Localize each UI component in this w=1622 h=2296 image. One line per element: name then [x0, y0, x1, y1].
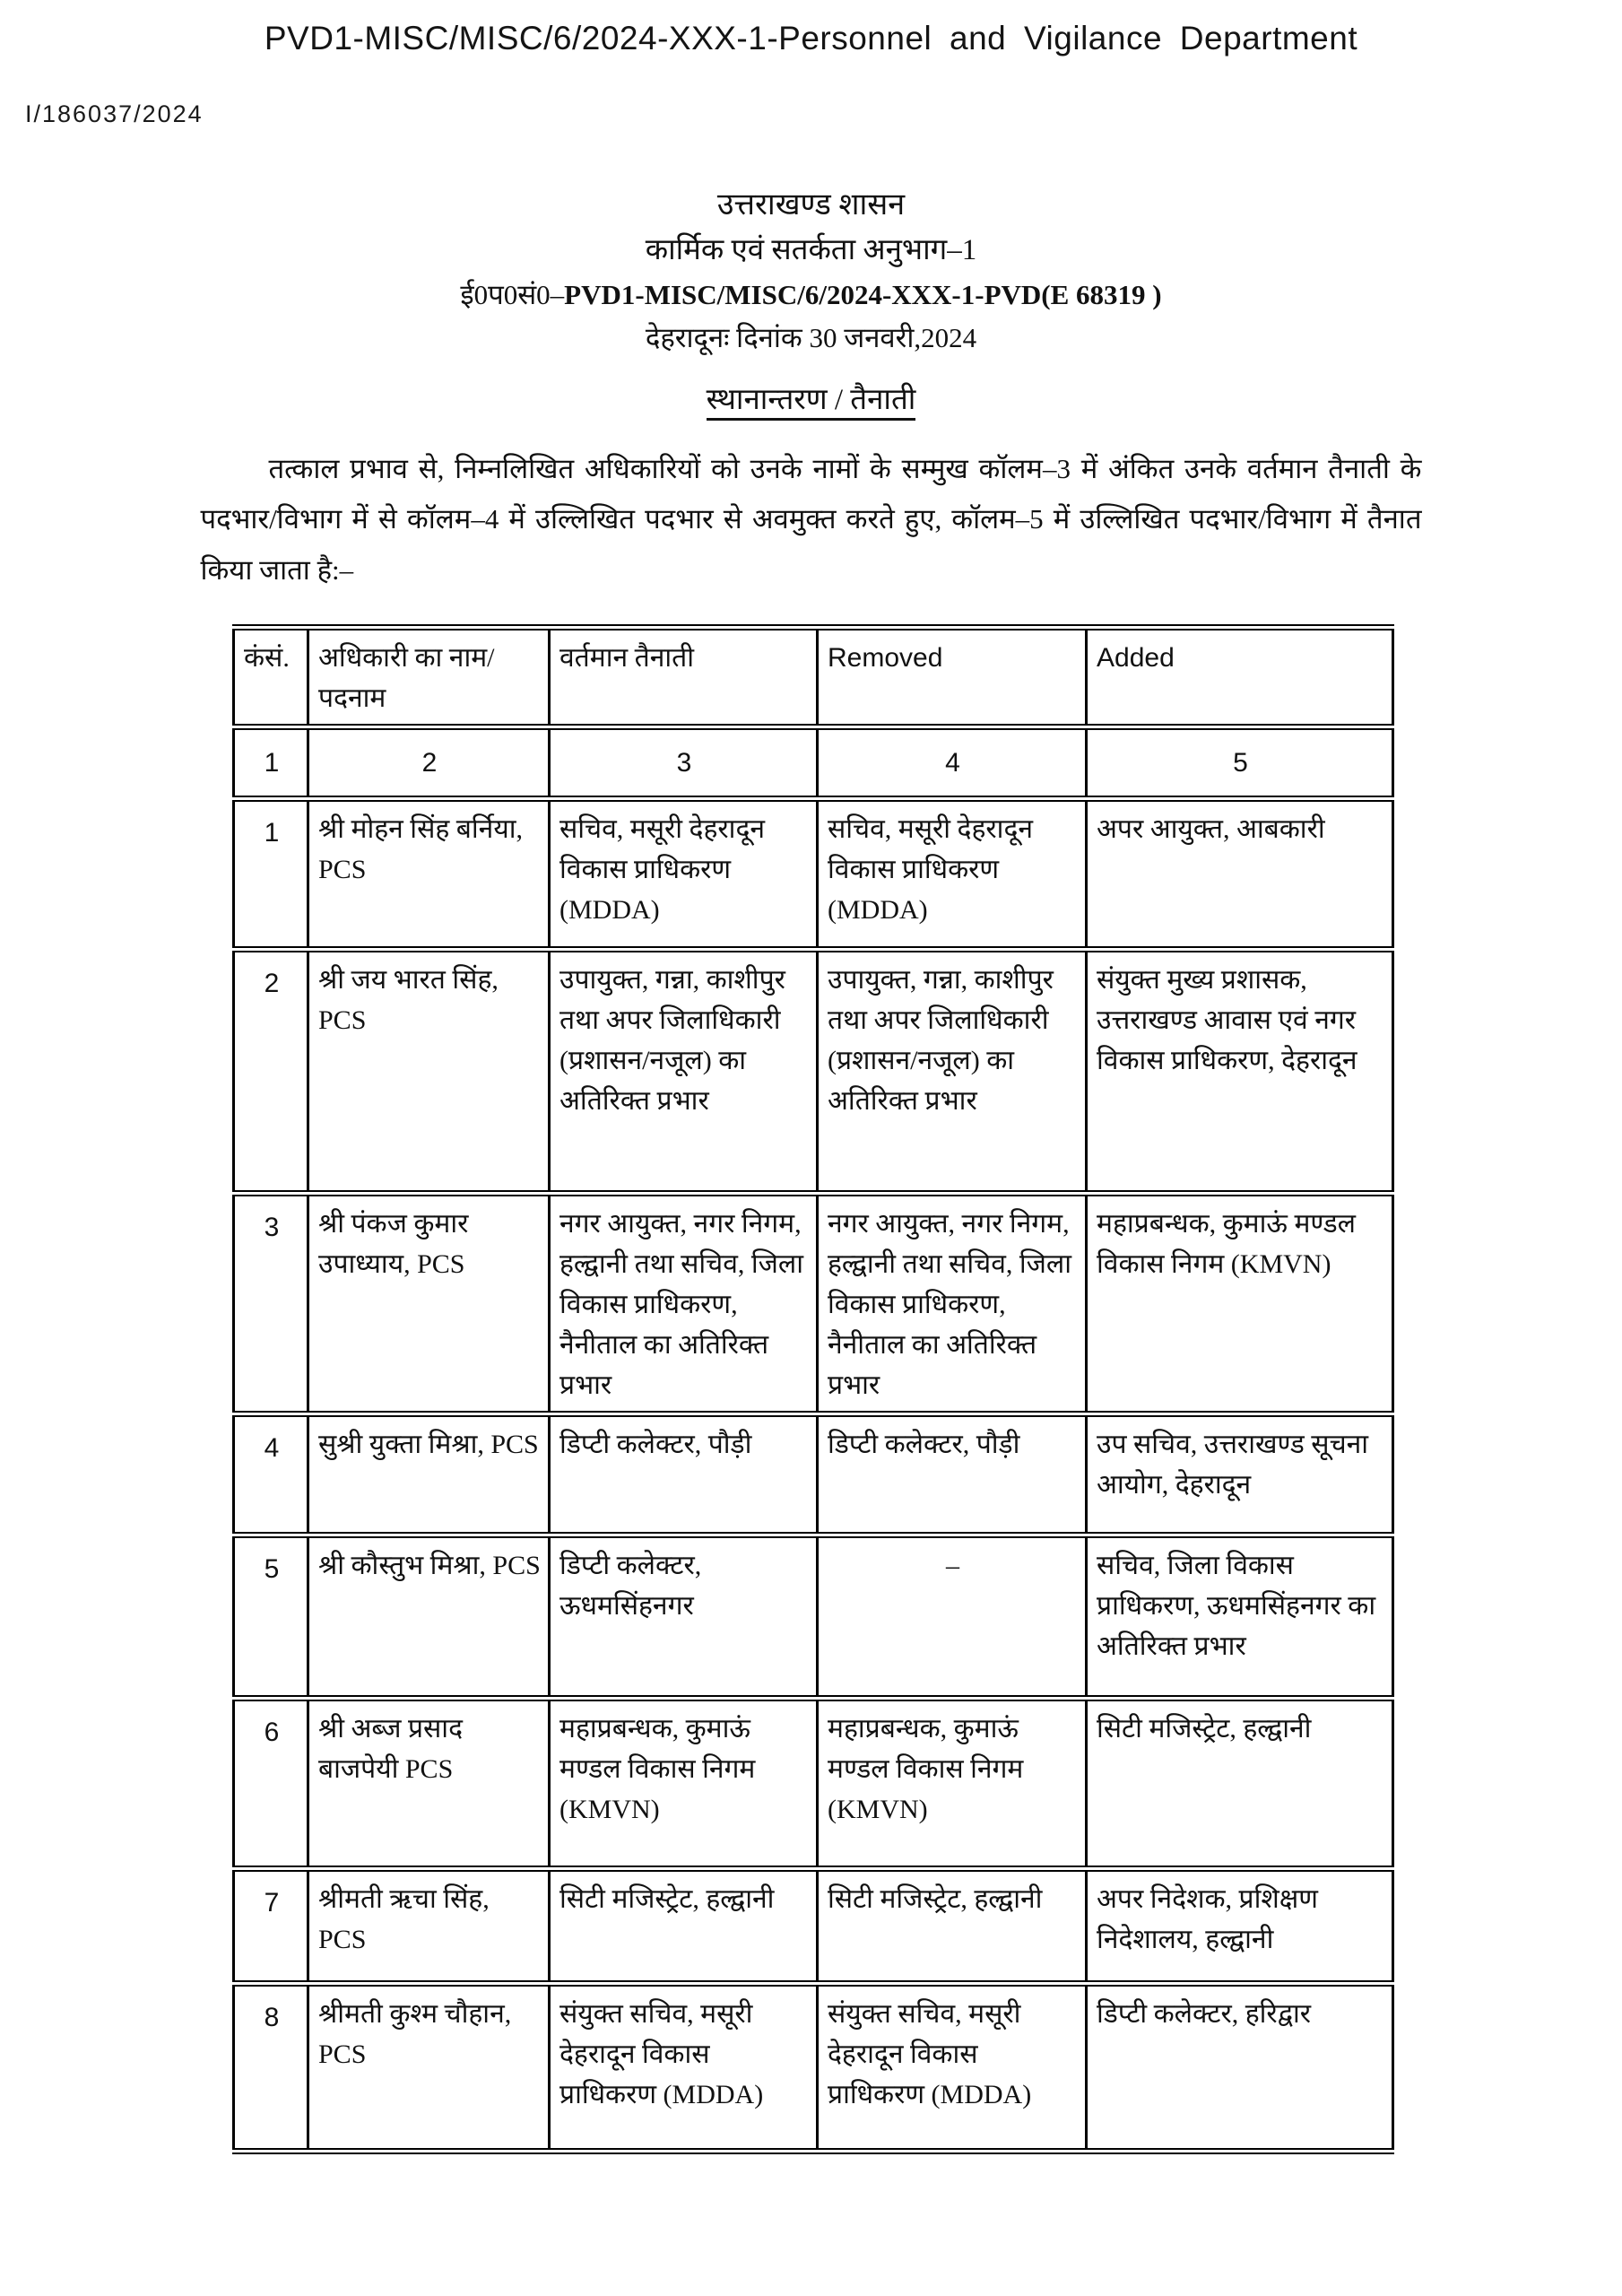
column-number-5: 5: [1087, 727, 1393, 799]
column-number-3: 3: [550, 727, 818, 799]
reference-number: PVD1-MISC/MISC/6/2024-XXX-1-PVD(E 68319 ): [564, 279, 1162, 310]
cell-added: सिटी मजिस्ट्रेट, हल्द्वानी: [1087, 1699, 1393, 1869]
cell-officer-name: श्री अब्ज प्रसाद बाजपेयी PCS: [308, 1699, 550, 1869]
column-number-1: 1: [234, 727, 308, 799]
cell-added: उप सचिव, उत्तराखण्ड सूचना आयोग, देहरादून: [1087, 1414, 1393, 1535]
file-number: I/186037/2024: [25, 100, 204, 127]
cell-officer-name: श्री मोहन सिंह बर्निया, PCS: [308, 799, 550, 950]
cell-added: महाप्रबन्धक, कुमाऊं मण्डल विकास निगम (KMVN): [1087, 1194, 1393, 1414]
cell-serial: 1: [234, 799, 308, 950]
cell-officer-name: सुश्री युक्ता मिश्रा, PCS: [308, 1414, 550, 1535]
header-officer-name: अधिकारी का नाम/पदनाम: [308, 628, 550, 727]
cell-officer-name: श्री पंकज कुमार उपाध्याय, PCS: [308, 1194, 550, 1414]
cell-officer-name: श्रीमती कुश्म चौहान, PCS: [308, 1984, 550, 2152]
cell-serial: 3: [234, 1194, 308, 1414]
cell-current-posting: डिप्टी कलेक्टर, ऊधमसिंहनगर: [550, 1535, 818, 1699]
cell-added: डिप्टी कलेक्टर, हरिद्वार: [1087, 1984, 1393, 2152]
table-row: [234, 950, 1393, 1194]
letterhead: [0, 0, 1622, 421]
document-reference-header: PVD1-MISC/MISC/6/2024-XXX-1-Personnel and Vigilance Department: [264, 20, 1358, 57]
table-body: [234, 799, 1393, 2152]
cell-serial: 7: [234, 1869, 308, 1984]
department-name: कार्मिक एवं सतर्कता अनुभाग–1: [645, 234, 977, 266]
cell-current-posting: संयुक्त सचिव, मसूरी देहरादून विकास प्राधिकरण (MDDA): [550, 1984, 818, 2152]
header-current-posting: वर्तमान तैनाती: [550, 628, 818, 727]
cell-removed: महाप्रबन्धक, कुमाऊं मण्डल विकास निगम (KMVN): [818, 1699, 1087, 1869]
cell-removed: डिप्टी कलेक्टर, पौड़ी: [818, 1414, 1087, 1535]
cell-removed: संयुक्त सचिव, मसूरी देहरादून विकास प्राधिकरण (MDDA): [818, 1984, 1087, 2152]
column-number-2: 2: [308, 727, 550, 799]
cell-current-posting: नगर आयुक्त, नगर निगम, हल्द्वानी तथा सचिव, जिला विकास प्राधिकरण, नैनीताल का अतिरिक्त प्रभार: [550, 1194, 818, 1414]
cell-added: संयुक्त मुख्य प्रशासक, उत्तराखण्ड आवास एवं नगर विकास प्राधिकरण, देहरादून: [1087, 950, 1393, 1194]
header-removed: Removed: [818, 628, 1087, 727]
place-date-line: देहरादूनः दिनांक 30 जनवरी,2024: [645, 322, 977, 353]
cell-serial: 6: [234, 1699, 308, 1869]
table-row: [234, 1414, 1393, 1535]
government-name: उत्तराखण्ड शासन: [716, 188, 906, 222]
subject-title: स्थानान्तरण / तैनाती: [707, 386, 916, 421]
cell-serial: 8: [234, 1984, 308, 2152]
order-paragraph: तत्काल प्रभाव से, निम्नलिखित अधिकारियों को उनके नामों के सम्मुख कॉलम–3 में अंकित उनके वर्तमान तैनाती के पदभार/विभाग में से कॉलम–4 में उल्लिखित पदभार से अवमुक्त करते हुए, कॉलम–5 में उल्लिखित पदभार/विभाग में तैनात किया जाता है:–: [200, 453, 1422, 586]
table-header: [234, 628, 1393, 799]
cell-removed: सिटी मजिस्ट्रेट, हल्द्वानी: [818, 1869, 1087, 1984]
cell-removed: उपायुक्त, गन्ना, काशीपुर तथा अपर जिलाधिकारी (प्रशासन/नजूल) का अतिरिक्त प्रभार: [818, 950, 1087, 1194]
transfer-table: [232, 624, 1394, 2154]
cell-current-posting: डिप्टी कलेक्टर, पौड़ी: [550, 1414, 818, 1535]
table-row: [234, 1869, 1393, 1984]
table-row: [234, 1699, 1393, 1869]
cell-officer-name: श्री कौस्तुभ मिश्रा, PCS: [308, 1535, 550, 1699]
reference-prefix: ई0प0सं0–: [460, 279, 565, 310]
cell-serial: 2: [234, 950, 308, 1194]
cell-removed: –: [818, 1535, 1087, 1699]
reference-line: [0, 281, 1622, 309]
cell-current-posting: महाप्रबन्धक, कुमाऊं मण्डल विकास निगम (KMVN): [550, 1699, 818, 1869]
table-row: [234, 1984, 1393, 2152]
cell-officer-name: श्रीमती ऋचा सिंह, PCS: [308, 1869, 550, 1984]
cell-officer-name: श्री जय भारत सिंह, PCS: [308, 950, 550, 1194]
subject-wrap: [0, 386, 1622, 421]
header-added: Added: [1087, 628, 1393, 727]
cell-current-posting: सचिव, मसूरी देहरादून विकास प्राधिकरण (MDDA): [550, 799, 818, 950]
table-row: [234, 1194, 1393, 1414]
cell-removed: नगर आयुक्त, नगर निगम, हल्द्वानी तथा सचिव, जिला विकास प्राधिकरण, नैनीताल का अतिरिक्त प्रभार: [818, 1194, 1087, 1414]
cell-current-posting: उपायुक्त, गन्ना, काशीपुर तथा अपर जिलाधिकारी (प्रशासन/नजूल) का अतिरिक्त प्रभार: [550, 950, 818, 1194]
cell-serial: 5: [234, 1535, 308, 1699]
column-number-4: 4: [818, 727, 1087, 799]
table-header-row: [234, 628, 1393, 727]
cell-added: अपर आयुक्त, आबकारी: [1087, 799, 1393, 950]
cell-added: अपर निदेशक, प्रशिक्षण निदेशालय, हल्द्वानी: [1087, 1869, 1393, 1984]
table-row: [234, 799, 1393, 950]
cell-current-posting: सिटी मजिस्ट्रेट, हल्द्वानी: [550, 1869, 818, 1984]
header-serial: कंसं.: [234, 628, 308, 727]
cell-added: सचिव, जिला विकास प्राधिकरण, ऊधमसिंहनगर का अतिरिक्त प्रभार: [1087, 1535, 1393, 1699]
column-number-row: [234, 727, 1393, 799]
cell-serial: 4: [234, 1414, 308, 1535]
cell-removed: सचिव, मसूरी देहरादून विकास प्राधिकरण (MDDA): [818, 799, 1087, 950]
table-row: [234, 1535, 1393, 1699]
